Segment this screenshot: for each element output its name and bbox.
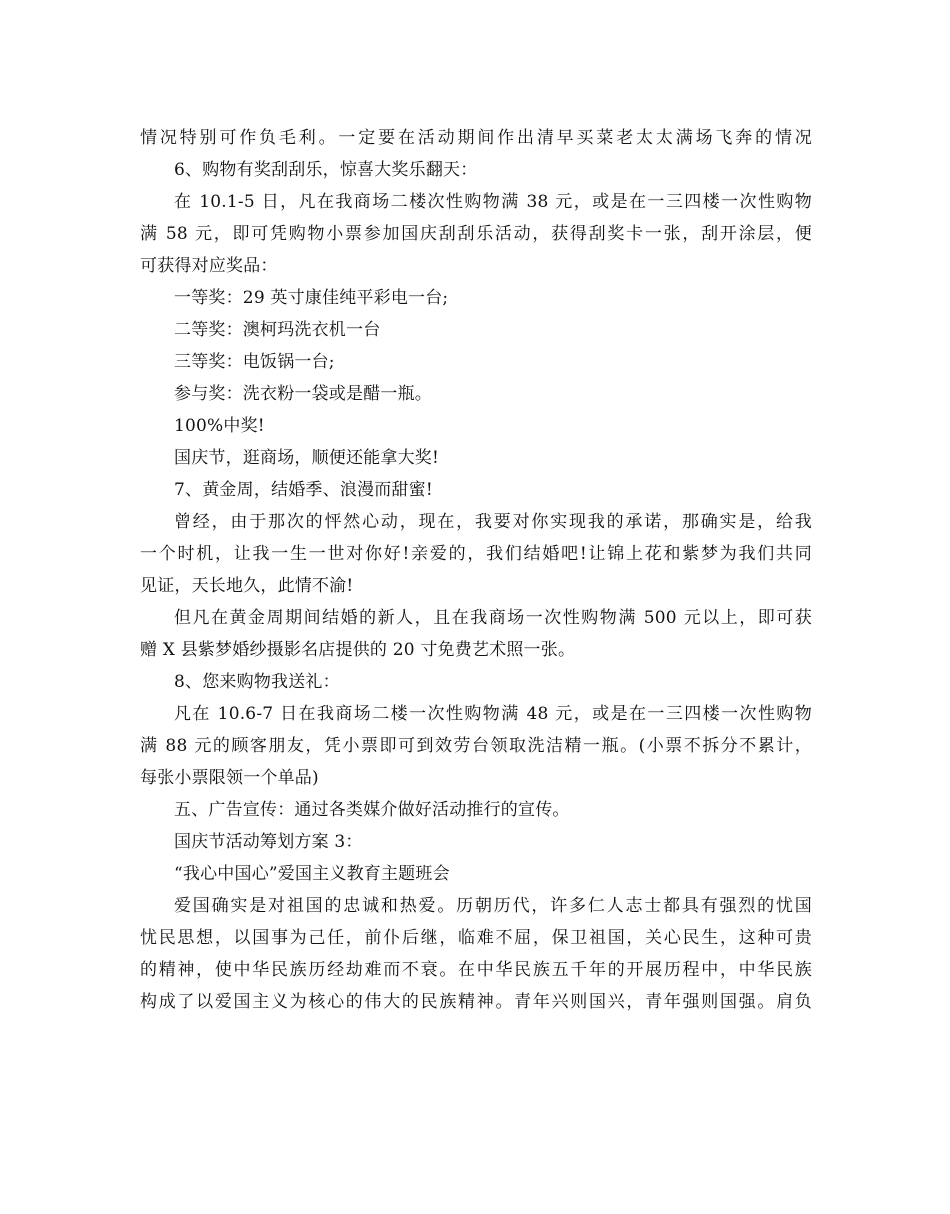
text-line: 忧民思想，以国事为己任，前仆后继，临难不屈，保卫祖国，关心民生，这种可贵 bbox=[140, 928, 812, 948]
text-line: 凡在 10.6-7 日在我商场二楼一次性购物满 48 元，或是在一三四楼一次性购物 bbox=[174, 704, 812, 724]
text-line: 赠 X 县紫梦婚纱摄影名店提供的 20 寸免费艺术照一张。 bbox=[140, 640, 576, 660]
prize-item: 三等奖：电饭锅一台; bbox=[174, 352, 335, 372]
text-line: 每张小票限领一个单品) bbox=[140, 768, 319, 788]
text-line: 100%中奖! bbox=[174, 416, 265, 436]
section-heading: 国庆节活动筹划方案 3： bbox=[174, 832, 363, 852]
text-line: 的精神，使中华民族历经劫难而不衰。在中华民族五千年的开展历程中，中华民族 bbox=[140, 960, 812, 980]
section-heading: 6、购物有奖刮刮乐，惊喜大奖乐翻天： bbox=[174, 160, 478, 180]
text-line: 一个时机，让我一生一世对你好!亲爱的，我们结婚吧!让锦上花和紫梦为我们共同 bbox=[140, 544, 812, 564]
text-line: 满 88 元的顾客朋友，凭小票即可到效劳台领取洗洁精一瓶。(小票不拆分不累计， bbox=[140, 736, 812, 756]
text-line: 见证，天长地久，此情不渝! bbox=[140, 576, 354, 596]
text-line: 在 10.1-5 日，凡在我商场二楼次性购物满 38 元，或是在一三四楼一次性购物 bbox=[174, 192, 812, 212]
text-line: 可获得对应奖品： bbox=[140, 256, 278, 276]
prize-item: 参与奖：洗衣粉一袋或是醋一瓶。 bbox=[174, 384, 432, 404]
section-heading: 7、黄金周，结婚季、浪漫而甜蜜! bbox=[174, 480, 433, 500]
prize-item: 一等奖：29 英寸康佳纯平彩电一台; bbox=[174, 288, 449, 308]
text-line: 爱国确实是对祖国的忠诚和热爱。历朝历代，许多仁人志士都具有强烈的忧国 bbox=[174, 896, 812, 916]
text-line: 国庆节，逛商场，顺便还能拿大奖! bbox=[174, 448, 440, 468]
section-heading: 五、广告宣传：通过各类媒介做好活动推行的宣传。 bbox=[174, 800, 570, 820]
section-title: “我心中国心”爱国主义教育主题班会 bbox=[174, 864, 450, 884]
section-heading: 8、您来购物我送礼： bbox=[174, 672, 340, 692]
text-line: 曾经，由于那次的怦然心动，现在，我要对你实现我的承诺，那确实是，给我 bbox=[174, 512, 812, 532]
text-line: 情况特别可作负毛利。一定要在活动期间作出清早买菜老太太满场飞奔的情况 bbox=[140, 128, 812, 148]
text-line: 满 58 元，即可凭购物小票参加国庆刮刮乐活动，获得刮奖卡一张，刮开涂层，便 bbox=[140, 224, 812, 244]
text-line: 构成了以爱国主义为核心的伟大的民族精神。青年兴则国兴，青年强则国强。肩负 bbox=[140, 992, 812, 1012]
prize-item: 二等奖：澳柯玛洗衣机一台 bbox=[174, 320, 381, 340]
text-line: 但凡在黄金周期间结婚的新人，且在我商场一次性购物满 500 元以上，即可获 bbox=[174, 608, 812, 628]
